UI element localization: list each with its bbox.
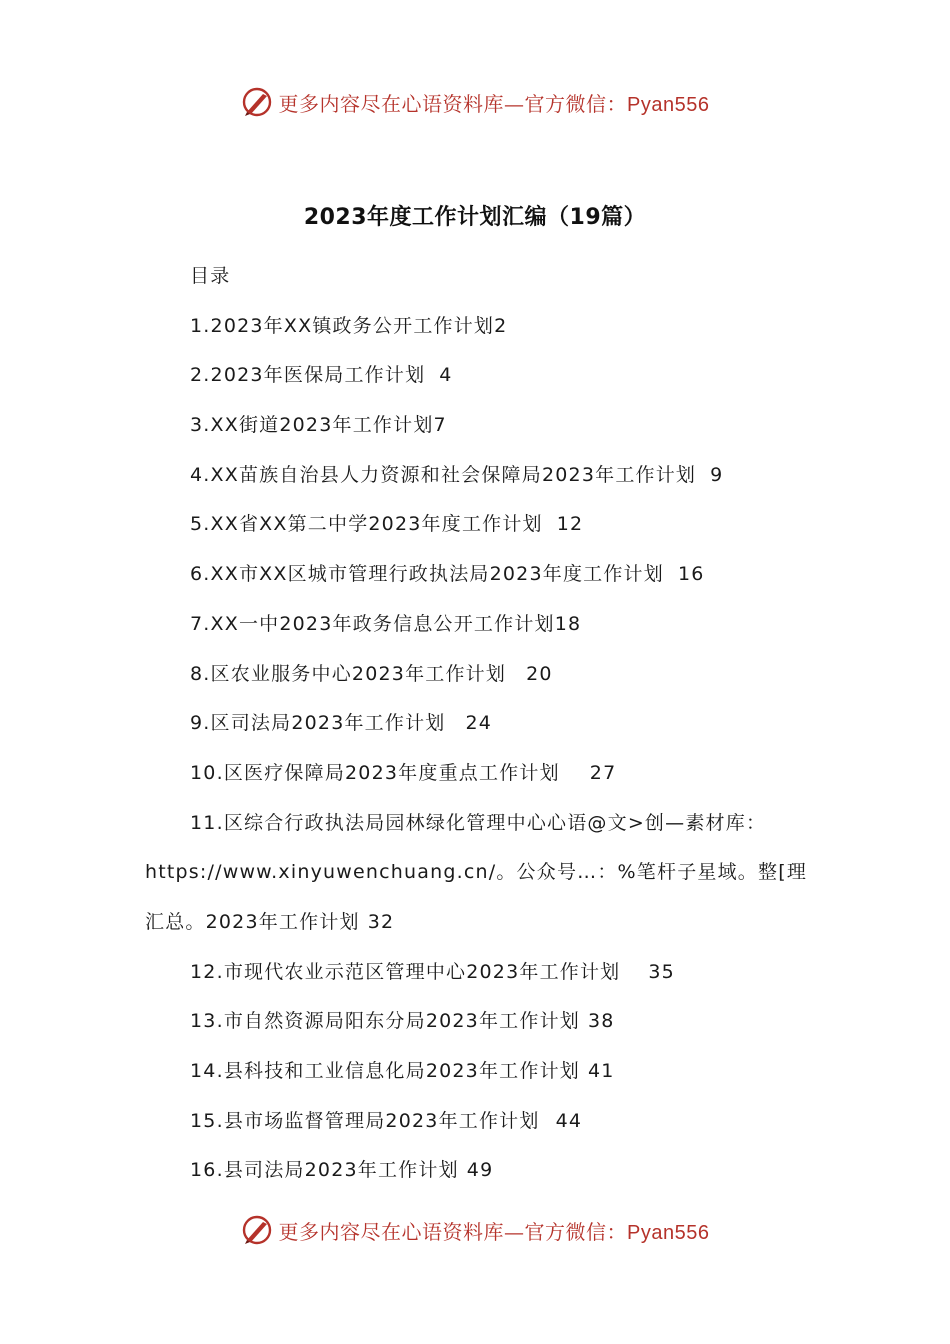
toc-entry-3[interactable]: 3.XX街道2023年工作计划7 — [190, 414, 447, 437]
toc-entry-11-line2[interactable]: https://www.xinyuwenchuang.cn/。公众号…：%笔杆子星域。整[理 — [145, 861, 808, 884]
toc-entry-7[interactable]: 7.XX一中2023年政务信息公开工作计划18 — [190, 612, 582, 635]
toc-entry-5[interactable]: 5.XX省XX第二中学2023年度工作计划 12 — [190, 513, 584, 536]
toc-entry-16[interactable]: 16.县司法局2023年工作计划 49 — [190, 1159, 494, 1182]
toc-entry-15[interactable]: 15.县市场监督管理局2023年工作计划 44 — [190, 1109, 583, 1132]
table-of-contents — [145, 252, 825, 1196]
toc-entry-1[interactable]: 1.2023年XX镇政务公开工作计划2 — [190, 314, 508, 337]
toc-entry-12[interactable]: 12.市现代农业示范区管理中心2023年工作计划 35 — [190, 960, 675, 983]
toc-entry-13[interactable]: 13.市自然资源局阳东分局2023年工作计划 38 — [190, 1010, 615, 1033]
toc-entry-11-line1[interactable]: 11.区综合行政执法局园林绿化管理中心心语@文>创—素材库： — [190, 811, 767, 834]
toc-entry-11-line3[interactable]: 汇总。2023年工作计划 32 — [145, 910, 395, 933]
document-title: 2023年度工作计划汇编（19篇） — [303, 205, 647, 230]
toc-entry-4[interactable]: 4.XX苗族自治县人力资源和社会保障局2023年工作计划 9 — [190, 463, 724, 486]
header-banner — [0, 80, 950, 124]
toc-entry-14[interactable]: 14.县科技和工业信息化局2023年工作计划 41 — [190, 1060, 615, 1082]
banner-text: 更多内容尽在心语资料库—官方微信：Pyan556 — [278, 1219, 710, 1244]
wechat-id: Pyan556 — [627, 1221, 710, 1244]
toc-entry-6[interactable]: 6.XX市XX区城市管理行政执法局2023年度工作计划 16 — [190, 563, 705, 586]
toc-entry-9[interactable]: 9.区司法局2023年工作计划 24 — [190, 712, 493, 735]
pen-circle-logo-icon — [241, 86, 273, 118]
toc-heading: 目录 — [190, 265, 231, 287]
wechat-id: Pyan556 — [627, 93, 710, 116]
toc-entry-8[interactable]: 8.区农业服务中心2023年工作计划 20 — [190, 662, 553, 685]
footer-banner — [0, 1208, 950, 1252]
pen-circle-logo-icon — [241, 1214, 273, 1246]
banner-text: 更多内容尽在心语资料库—官方微信：Pyan556 — [278, 91, 710, 116]
toc-entry-2[interactable]: 2.2023年医保局工作计划 4 — [190, 364, 453, 387]
toc-entry-10[interactable]: 10.区医疗保障局2023年度重点工作计划 27 — [190, 761, 617, 784]
